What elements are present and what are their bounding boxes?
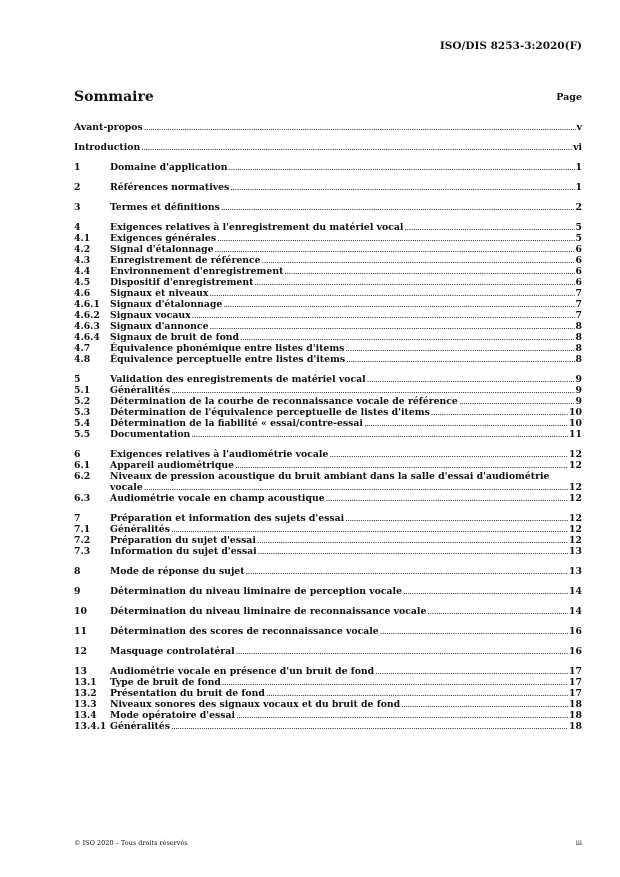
toc-entry-number: 4.6: [74, 288, 91, 299]
toc-entry[interactable]: [74, 646, 582, 657]
toc-entry-number: 4.8: [74, 354, 91, 365]
toc-entry-title: Exigences relatives à l'enregistrement du matériel vocal: [110, 222, 404, 233]
toc-entry-page: 18: [569, 721, 582, 732]
dot-leader: [236, 710, 568, 721]
dot-leader: [364, 418, 568, 429]
toc-entry-title: Détermination du niveau liminaire de perception vocale: [110, 586, 402, 597]
toc-entry[interactable]: [74, 385, 582, 396]
toc-entry[interactable]: [74, 418, 582, 429]
toc-entry[interactable]: [74, 277, 582, 288]
toc-entry-number: 13.4: [74, 710, 97, 721]
toc-entry-number: 5.3: [74, 407, 91, 418]
toc-entry[interactable]: [74, 266, 582, 277]
toc-entry-page: 7: [575, 288, 582, 299]
toc-entry-page: 6: [575, 255, 582, 266]
toc-entry[interactable]: [74, 374, 582, 385]
toc-entry-title: Documentation: [110, 429, 191, 440]
toc-entry-number: 4.6.2: [74, 310, 100, 321]
toc-entry-number: 7: [74, 513, 81, 524]
document-id: ISO/DIS 8253-3:2020(F): [439, 40, 582, 52]
toc-entry-title: Niveaux sonores des signaux vocaux et du bruit de fond: [110, 699, 401, 710]
dot-leader: [230, 182, 574, 193]
dot-leader: [228, 162, 574, 173]
toc-entry-page: 12: [569, 535, 582, 546]
toc-entry[interactable]: [74, 721, 582, 732]
toc-entry-number: 5: [74, 374, 81, 385]
toc-entry[interactable]: [74, 666, 582, 677]
toc-entry-title: Exigences générales: [110, 233, 217, 244]
toc-entry-title: Préparation du sujet d'essai: [110, 535, 256, 546]
toc-entry[interactable]: [74, 332, 582, 343]
toc-entry-title: Généralités: [110, 385, 170, 396]
toc-entry-number: 6.2: [74, 471, 91, 482]
toc-entry-page: 16: [569, 626, 582, 637]
dot-leader: [210, 321, 575, 332]
toc-entry-number: 13.4.1: [74, 721, 107, 732]
toc-entry[interactable]: [74, 626, 582, 637]
toc-entry-page: 5: [575, 233, 582, 244]
toc-entry-title: Dispositif d'enregistrement: [110, 277, 254, 288]
toc-entry-title: Équivalence phonémique entre listes d'items: [110, 343, 345, 354]
toc-entry[interactable]: [74, 524, 582, 535]
toc-entry[interactable]: [74, 122, 582, 133]
toc-entry-number: 4: [74, 222, 81, 233]
toc-entry-title: Détermination du niveau liminaire de reconnaissance vocale: [110, 606, 427, 617]
toc-entry-title: Signaux et niveaux: [110, 288, 209, 299]
dot-leader: [367, 374, 575, 385]
toc-entry-title: Termes et définitions: [110, 202, 220, 213]
toc-entry-title: Exigences relatives à l'audiométrie vocale: [110, 449, 329, 460]
dot-leader: [254, 277, 574, 288]
toc-entry-number: 10: [74, 606, 87, 617]
dot-leader: [346, 354, 574, 365]
toc-entry-page: v: [576, 122, 582, 133]
toc-entry-title: vocale: [110, 482, 143, 493]
toc-entry-page: 12: [569, 524, 582, 535]
toc-entry-title: Masquage controlatéral: [110, 646, 235, 657]
toc-entry-page: 8: [575, 343, 582, 354]
toc-entry[interactable]: [74, 182, 582, 193]
toc-entry-page: 16: [569, 646, 582, 657]
toc-entry-title: Type de bruit de fond: [110, 677, 221, 688]
dot-leader: [266, 688, 568, 699]
dot-leader: [431, 407, 568, 418]
toc-entry[interactable]: [74, 546, 582, 557]
toc-entry-number: 9: [74, 586, 81, 597]
toc-entry-page: 1: [575, 182, 582, 193]
dot-leader: [141, 142, 572, 153]
toc-entry-number: 4.6.4: [74, 332, 100, 343]
toc-entry[interactable]: [74, 222, 582, 233]
toc-entry-title: Signal d'étalonnage: [110, 244, 214, 255]
toc-entry[interactable]: [74, 535, 582, 546]
toc-entry-title: Introduction: [74, 142, 141, 153]
toc-entry-number: 2: [74, 182, 81, 193]
toc-entry-page: 1: [575, 162, 582, 173]
toc-entry-number: 3: [74, 202, 81, 213]
toc-entry[interactable]: [74, 162, 582, 173]
toc-entry[interactable]: [74, 449, 582, 460]
toc-entry-title: Environnement d'enregistrement: [110, 266, 284, 277]
toc-entry-number: 4.1: [74, 233, 91, 244]
toc-entry-page: 14: [569, 586, 582, 597]
toc-entry-title: Signaux vocaux: [110, 310, 191, 321]
toc-entry[interactable]: [74, 586, 582, 597]
toc-entry-page: 17: [569, 677, 582, 688]
dot-leader: [215, 244, 575, 255]
toc-entry-number: 1: [74, 162, 81, 173]
toc-entry-page: 2: [575, 202, 582, 213]
dot-leader: [345, 343, 574, 354]
dot-leader: [326, 493, 568, 504]
toc-entry[interactable]: [74, 429, 582, 440]
toc-entry-number: 5.1: [74, 385, 91, 396]
toc-entry[interactable]: [74, 677, 582, 688]
toc-entry-number: 4.5: [74, 277, 91, 288]
toc-entry-page: 8: [575, 332, 582, 343]
toc-entry-title: Appareil audiométrique: [110, 460, 235, 471]
dot-leader: [192, 310, 575, 321]
dot-leader: [459, 396, 575, 407]
toc-entry-title: Domaine d'application: [110, 162, 228, 173]
dot-leader: [246, 566, 569, 577]
dot-leader: [257, 535, 568, 546]
toc-entry-number: 6: [74, 449, 81, 460]
toc-entry-number: 7.3: [74, 546, 91, 557]
toc-entry-title: Détermination de l'équivalence perceptuelle de listes d'items: [110, 407, 430, 418]
dot-leader: [171, 385, 575, 396]
toc-entry-title: Généralités: [110, 524, 170, 535]
dot-leader: [345, 513, 568, 524]
toc-entry-number: 4.2: [74, 244, 91, 255]
toc-entry-page: 10: [569, 418, 582, 429]
toc-entry-number: 5.2: [74, 396, 91, 407]
toc-entry-number: 7.1: [74, 524, 91, 535]
dot-leader: [144, 482, 568, 493]
toc-entry-title: Audiométrie vocale en champ acoustique: [110, 493, 325, 504]
dot-leader: [284, 266, 574, 277]
toc-entry[interactable]: [74, 396, 582, 407]
toc-entry-page: 6: [575, 277, 582, 288]
toc-entry-page: 12: [569, 449, 582, 460]
toc-entry-page: 9: [575, 385, 582, 396]
dot-leader: [144, 122, 576, 133]
toc-entry-title: Références normatives: [110, 182, 230, 193]
toc-entry[interactable]: [74, 482, 582, 493]
dot-leader: [217, 233, 574, 244]
toc-entry-page: 18: [569, 699, 582, 710]
toc-entry-number: 6.3: [74, 493, 91, 504]
dot-leader: [427, 606, 568, 617]
toc-entry-title: Présentation du bruit de fond: [110, 688, 265, 699]
toc-entry-page: 17: [569, 688, 582, 699]
toc-entry[interactable]: [74, 142, 582, 153]
dot-leader: [262, 255, 575, 266]
toc-entry-number: 6.1: [74, 460, 91, 471]
toc-entry-number: 7.2: [74, 535, 91, 546]
toc-entry-title: Validation des enregistrements de matériel vocal: [110, 374, 366, 385]
toc-entry-title: Équivalence perceptuelle entre listes d'items: [110, 354, 346, 365]
dot-leader: [258, 546, 568, 557]
toc-entry-page: 6: [575, 266, 582, 277]
toc-entry-page: 9: [575, 396, 582, 407]
toc-entry[interactable]: [74, 699, 582, 710]
toc-entry-title: Avant-propos: [74, 122, 143, 133]
copyright-notice: © ISO 2020 – Tous droits réservés: [74, 839, 188, 847]
dot-leader: [171, 524, 568, 535]
toc-entry-number: 13.3: [74, 699, 97, 710]
toc-entry-title: Signaux de bruit de fond: [110, 332, 240, 343]
toc-entry-page: 13: [569, 546, 582, 557]
toc-entry-number: 4.4: [74, 266, 91, 277]
dot-leader: [209, 288, 574, 299]
toc-entry-page: vi: [573, 142, 582, 153]
toc-entry-title: Détermination de la courbe de reconnaissance vocale de référence: [110, 396, 458, 407]
toc-entry-title: Mode opératoire d'essai: [110, 710, 236, 721]
toc-entry-number: 13.1: [74, 677, 97, 688]
toc-entry-title: Détermination des scores de reconnaissance vocale: [110, 626, 379, 637]
toc-entry-page: 12: [569, 460, 582, 471]
page-title: Sommaire: [74, 89, 154, 105]
toc-entry-page: 12: [569, 513, 582, 524]
toc-entry-title: Mode de réponse du sujet: [110, 566, 245, 577]
dot-leader: [236, 646, 568, 657]
dot-leader: [403, 586, 568, 597]
toc-entry-page: 13: [569, 566, 582, 577]
toc-entry[interactable]: [74, 688, 582, 699]
toc-entry-number: 13.2: [74, 688, 97, 699]
toc-entry-number: 4.7: [74, 343, 91, 354]
toc-entry-page: 10: [569, 407, 582, 418]
dot-leader: [191, 429, 568, 440]
dot-leader: [171, 721, 568, 732]
toc-entry[interactable]: [74, 710, 582, 721]
toc-entry[interactable]: [74, 354, 582, 365]
toc-entry-title: Signaux d'étalonnage: [110, 299, 223, 310]
toc-entry[interactable]: [74, 407, 582, 418]
toc-entry-title: Signaux d'annonce: [110, 321, 209, 332]
toc-entry-title: Information du sujet d'essai: [110, 546, 257, 557]
toc-entry-number: 8: [74, 566, 81, 577]
toc-entry-title: Préparation et information des sujets d'essai: [110, 513, 345, 524]
toc-entry[interactable]: [74, 310, 582, 321]
toc-entry[interactable]: [74, 288, 582, 299]
toc-entry-page: 7: [575, 299, 582, 310]
toc-entry-page: 17: [569, 666, 582, 677]
toc-entry[interactable]: [74, 493, 582, 504]
page-column-label: Page: [556, 92, 582, 103]
toc-entry-page: 11: [569, 429, 582, 440]
toc-entry[interactable]: [74, 566, 582, 577]
toc-entry[interactable]: [74, 343, 582, 354]
toc-entry-number: 5.4: [74, 418, 91, 429]
dot-leader: [404, 222, 574, 233]
toc-entry-page: 12: [569, 493, 582, 504]
dot-leader: [223, 299, 574, 310]
toc-entry[interactable]: [74, 299, 582, 310]
toc-entry-page: 7: [575, 310, 582, 321]
page-number: iii: [575, 839, 582, 847]
dot-leader: [375, 666, 568, 677]
table-of-contents: [74, 122, 582, 732]
toc-entry[interactable]: [74, 233, 582, 244]
dot-leader: [221, 202, 575, 213]
dot-leader: [235, 460, 568, 471]
toc-entry-page: 5: [575, 222, 582, 233]
toc-entry-number: 11: [74, 626, 87, 637]
toc-entry-page: 8: [575, 354, 582, 365]
toc-entry-title: Niveaux de pression acoustique du bruit ambiant dans la salle d'essai d'audiométrie: [110, 471, 550, 482]
toc-entry-page: 12: [569, 482, 582, 493]
toc-entry-number: 13: [74, 666, 87, 677]
toc-entry[interactable]: [74, 460, 582, 471]
dot-leader: [329, 449, 568, 460]
toc-entry-number: 4.6.1: [74, 299, 100, 310]
toc-entry[interactable]: [74, 244, 582, 255]
toc-entry-number: 4.3: [74, 255, 91, 266]
toc-entry-title: Généralités: [110, 721, 170, 732]
toc-entry-number: 12: [74, 646, 87, 657]
toc-entry-title: Enregistrement de référence: [110, 255, 261, 266]
toc-entry-title: Audiométrie vocale en présence d'un bruit de fond: [110, 666, 375, 677]
toc-entry-page: 6: [575, 244, 582, 255]
dot-leader: [222, 677, 568, 688]
toc-entry-page: 8: [575, 321, 582, 332]
dot-leader: [401, 699, 568, 710]
toc-entry-page: 18: [569, 710, 582, 721]
toc-entry-page: 14: [569, 606, 582, 617]
toc-entry[interactable]: [74, 321, 582, 332]
toc-entry-title: Détermination de la fiabilité « essai/contre-essai: [110, 418, 363, 429]
toc-entry[interactable]: [74, 471, 582, 482]
toc-entry[interactable]: [74, 202, 582, 213]
dot-leader: [240, 332, 574, 343]
toc-entry[interactable]: [74, 255, 582, 266]
toc-entry-page: 9: [575, 374, 582, 385]
dot-leader: [380, 626, 568, 637]
toc-entry-number: 5.5: [74, 429, 91, 440]
toc-entry[interactable]: [74, 606, 582, 617]
toc-entry[interactable]: [74, 513, 582, 524]
toc-entry-number: 4.6.3: [74, 321, 100, 332]
